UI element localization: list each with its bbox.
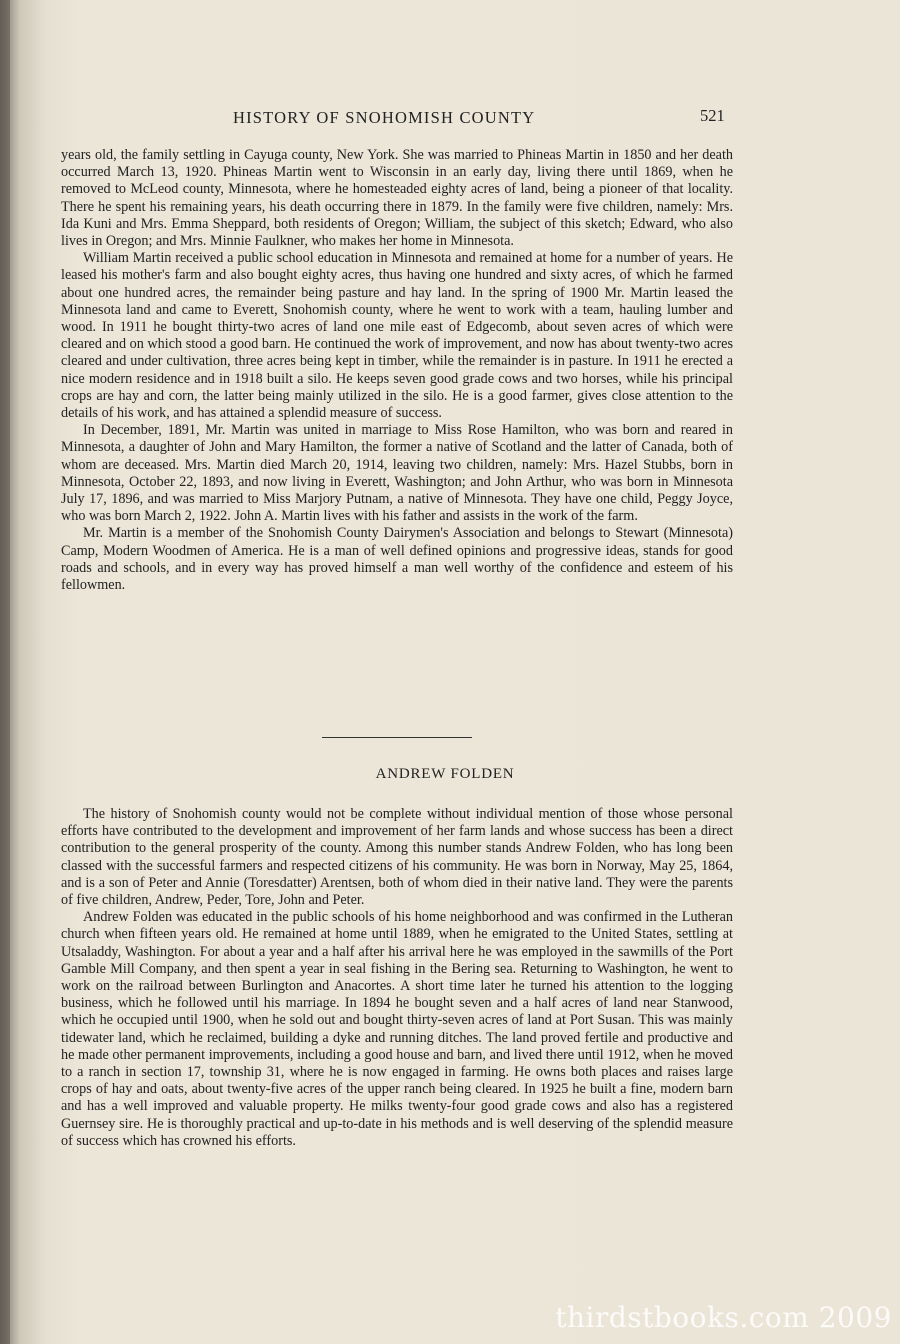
folden-biography <box>61 806 733 1150</box>
page-number: 521 <box>700 106 725 125</box>
watermark: thirdstbooks.com 2009 <box>555 1301 892 1334</box>
section-divider <box>322 737 472 738</box>
paragraph: Andrew Folden was educated in the public schools of his home neighborhood and was confirmed in the Lutheran church when fifteen years old. He remained at home until 1889, when he emigrated to the United States, settling at Utsaladdy, Washington. For about a year and a half after his arrival here he was employed in the sawmills of the Port Gamble Mill Company, and then spent a year in seal fishing in the Bering sea. Returning to Washington, he went to work on the railroad between Burlington and Anacortes. A short time later he turned his attention to the logging business, which he followed until his marriage. In 1894 he bought seven and a half acres of land near Stanwood, which he occupied until 1900, when he sold out and bought thirty-seven acres of land at Port Susan. This was mainly tidewater land, which he reclaimed, building a dyke and running ditches. The land proved fertile and productive and he made other permanent improvements, including a good house and barn, and lived there until 1912, when he moved to a ranch in section 17, township 31, where he is now engaged in farming. He owns both places and raises large crops of hay and oats, about twenty-five acres of the upper ranch being cleared. In 1925 he built a fine, modern barn and has a well improved and valuable property. He milks twenty-four good grade cows and also has a registered Guernsey sire. He is thoroughly practical and up-to-date in his methods and is well deserving of the splendid measure of success which has crowned his efforts. <box>61 909 733 1149</box>
paragraph: The history of Snohomish county would not be complete without individual mention of those whose personal efforts have contributed to the development and improvement of her farm lands and whose success has been a direct contribution to the general prosperity of the county. Among this number stands Andrew Folden, who has long been classed with the successful farmers and respected citizens of his community. He was born in Norway, May 25, 1864, and is a son of Peter and Annie (Toresdatter) Arentsen, both of whom died in their native land. They were the parents of five children, Andrew, Peder, Tore, John and Peter. <box>61 806 733 909</box>
section-title-text: ANDREW FOLDEN <box>375 766 515 782</box>
book-spine-shadow <box>0 0 10 1344</box>
running-header-title: HISTORY OF SNOHOMISH COUNTY <box>233 108 536 127</box>
paragraph: Mr. Martin is a member of the Snohomish County Dairymen's Association and belongs to Stewart (Minnesota) Camp, Modern Woodmen of America. He is a man of well defined opinions and progressive ideas, stands for good roads and schools, and in every way has proved himself a man well worthy of the confidence and esteem of his fellowmen. <box>61 525 733 594</box>
paragraph: William Martin received a public school education in Minnesota and remained at home for a number of years. He leased his mother's farm and also bought eighty acres, thus having one hundred and sixty acres, of which he farmed about one hundred acres, the remainder being pasture and hay land. In the spring of 1900 Mr. Martin leased the Minnesota land and came to Everett, Snohomish county, where he went to work with a team, hauling lumber and wood. In 1911 he bought thirty-two acres of land one mile east of Edgecomb, about seven acres of which were cleared and on which stood a good barn. He continued the work of improvement, and now has about twenty-two acres cleared and under cultivation, three acres being kept in timber, while the remainder is in pasture. In 1911 he erected a nice modern residence and in 1918 built a silo. He keeps seven good grade cows and two horses, while his principal crops are hay and corn, the latter being mainly utilized in the silo. He is a good farmer, gives close attention to the details of his work, and has attained a splendid measure of success. <box>61 250 733 422</box>
paragraph: In December, 1891, Mr. Martin was united in marriage to Miss Rose Hamilton, who was born and reared in Minnesota, a daughter of John and Mary Hamilton, the former a native of Scotland and the latter of Canada, both of whom are deceased. Mrs. Martin died March 20, 1914, leaving two children, namely: Mrs. Hazel Stubbs, born in Minnesota, October 22, 1893, and now living in Everett, Washington; and John Arthur, who was born in Minnesota July 17, 1896, and was married to Miss Marjory Putnam, a native of Minnesota. They have one child, Peggy Joyce, who was born March 2, 1922. John A. Martin lives with his father and assists in the work of the farm. <box>61 422 733 525</box>
martin-biography <box>61 147 733 594</box>
section-title <box>0 766 900 783</box>
paragraph: years old, the family settling in Cayuga county, New York. She was married to Phineas Martin in 1850 and her death occurred March 13, 1920. Phineas Martin went to Wisconsin in an early day, living there until 1869, when he removed to McLeod county, Minnesota, where he homesteaded eighty acres of land, being a pioneer of that locality. There he spent his remaining years, his death occurring there in 1879. In the family were five children, namely: Mrs. Ida Kuni and Mrs. Emma Sheppard, both residents of Oregon; William, the subject of this sketch; Edward, who also lives in Oregon; and Mrs. Minnie Faulkner, who makes her home in Minnesota. <box>61 147 733 250</box>
